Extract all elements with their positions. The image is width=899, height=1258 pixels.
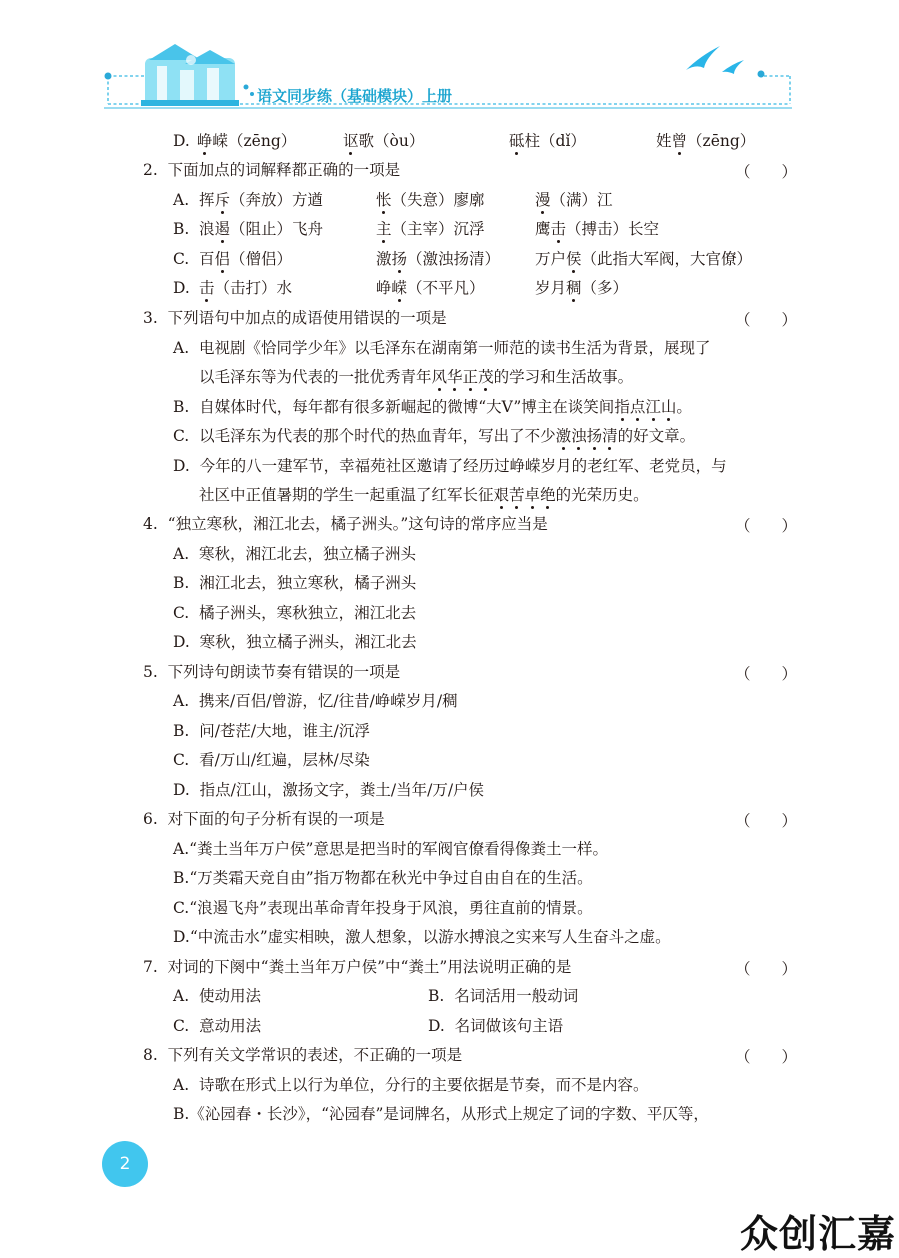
q2-a-word-2: 怅（失意）廖廓	[376, 191, 485, 209]
birds-icon	[682, 40, 752, 82]
q7-option-a: A. 使动用法	[173, 987, 261, 1005]
q8-option-b: B.《沁园春・长沙》，“沁园春”是词牌名，从形式上规定了词的字数、平仄等，	[173, 1105, 709, 1123]
q4-option-c: C. 橘子洲头，寒秋独立，湘江北去	[173, 604, 417, 622]
q6-option-b: B.“万类霜天竞自由”指万物都在秋光中争过自由自在的生活。	[173, 869, 593, 887]
q1-d-word-3: 砥柱（dǐ）	[509, 132, 586, 150]
q6-option-d: D.“中流击水”虚实相映，激人想象，以游水搏浪之实来写人生奋斗之虚。	[173, 928, 671, 946]
emphasis-char: 扬	[586, 427, 603, 445]
q3-option-a-line1: A. 电视剧《恰同学少年》以毛泽东在湖南第一师范的读书生活为背景，展现了	[173, 339, 711, 357]
emphasis-char: 苦	[509, 486, 525, 504]
q8-stem: 8. 下列有关文学常识的表述，不正确的一项是	[143, 1046, 463, 1064]
q3-option-c: C. 以毛泽东为代表的那个时代的热血青年，写出了不少激浊扬清的好文章。	[173, 427, 696, 445]
emphasis-char: 正	[462, 368, 479, 386]
q7-option-c: C. 意动用法	[173, 1017, 262, 1035]
q1-d-word-1: 峥嵘（zēng）	[197, 132, 297, 150]
q2-b-word-3: 鹰击（搏击）长空	[535, 220, 660, 238]
emphasis-char: 山	[660, 398, 677, 416]
emphasis-char: 风	[431, 368, 448, 386]
emphasis-char: 指	[614, 398, 630, 416]
q6-answer-paren[interactable]: （ ）	[735, 812, 798, 830]
watermark: 众创汇嘉	[740, 1212, 897, 1256]
q2-answer-paren[interactable]: （ ）	[735, 163, 798, 181]
q5-option-b: B. 问/苍茫/大地，谁主/沉浮	[173, 722, 370, 740]
q2-c-word-1: 百侣（僧侣）	[199, 250, 293, 268]
q4-option-a: A. 寒秋，湘江北去，独立橘子洲头	[173, 545, 416, 563]
q2-d-word-3: 岁月稠（多）	[535, 279, 629, 297]
emphasis-char: 绝	[540, 486, 556, 504]
q7-stem: 7. 对词的下阕中“粪土当年万户侯”中“粪土”用法说明正确的是	[143, 958, 572, 976]
emphasis-char: 江	[645, 398, 661, 416]
q1-d-word-2: 讴歌（òu）	[343, 132, 425, 150]
q4-stem: 4. “独立寒秋，湘江北去，橘子洲头。”这句诗的常序应当是	[143, 515, 548, 533]
q2-option-d: D.	[173, 279, 190, 297]
q5-stem: 5. 下列诗句朗读节奏有错误的一项是	[143, 663, 401, 681]
q3-stem: 3. 下列语句中加点的成语使用错误的一项是	[143, 309, 447, 327]
emphasis-char: 艰	[493, 486, 510, 504]
q3-option-a-line2: 以毛泽东等为代表的一批优秀青年风华正茂的学习和生活故事。	[199, 368, 634, 386]
q6-stem: 6. 对下面的句子分析有误的一项是	[143, 810, 385, 828]
page-number: 2	[102, 1141, 148, 1187]
q2-a-word-3: 漫（满）江	[535, 191, 613, 209]
q7-option-b: B. 名词活用一般动词	[428, 987, 579, 1005]
emphasis-char: 点	[629, 398, 646, 416]
q1-d-word-4: 姓曾（zēng）	[656, 132, 756, 150]
q4-option-b: B. 湘江北去，独立寒秋，橘子洲头	[173, 574, 417, 592]
q2-a-word-1: 挥斥（奔放）方遒	[199, 191, 324, 209]
q2-option-c: C.	[173, 250, 190, 268]
emphasis-char: 华	[447, 368, 463, 386]
emphasis-char: 卓	[524, 486, 541, 504]
q7-answer-paren[interactable]: （ ）	[735, 960, 798, 978]
q5-option-a: A. 携来/百侣/曾游，忆/往昔/峥嵘岁月/稠	[173, 692, 458, 710]
q7-option-d: D. 名词做该句主语	[428, 1017, 564, 1035]
q3-option-d-line2: 社区中正值暑期的学生一起重温了红军长征艰苦卓绝的光荣历史。	[199, 486, 649, 504]
q5-answer-paren[interactable]: （ ）	[735, 665, 798, 683]
emphasis-char: 茂	[478, 368, 494, 386]
q2-c-word-2: 激扬（激浊扬清）	[376, 250, 501, 268]
q2-b-word-1: 浪遏（阻止）飞舟	[199, 220, 324, 238]
q5-option-c: C. 看/万山/红遍，层林/尽染	[173, 751, 370, 769]
q3-option-d-line1: D. 今年的八一建军节，幸福苑社区邀请了经历过峥嵘岁月的老红军、老党员，与	[173, 457, 727, 475]
q4-answer-paren[interactable]: （ ）	[735, 517, 798, 535]
q2-b-word-2: 主（主宰）沉浮	[376, 220, 485, 238]
q3-option-b: B. 自媒体时代，每年都有很多新崛起的微博“大V”博主在谈笑间指点江山。	[173, 398, 692, 416]
emphasis-char: 激	[555, 427, 572, 445]
q8-answer-paren[interactable]: （ ）	[735, 1048, 798, 1066]
q2-option-a: A.	[173, 191, 190, 209]
q2-c-word-3: 万户侯（此指大军阀，大官僚）	[535, 250, 753, 268]
q2-stem: 2. 下面加点的词解释都正确的一项是	[143, 161, 401, 179]
q6-option-a: A.“粪土当年万户侯”意思是把当时的军阀官僚看得像粪土一样。	[173, 840, 608, 858]
q4-option-d: D. 寒秋，独立橘子洲头，湘江北去	[173, 633, 417, 651]
q3-answer-paren[interactable]: （ ）	[735, 311, 798, 329]
q2-d-word-1: 击（击打）水	[199, 279, 293, 297]
emphasis-char: 清	[602, 427, 618, 445]
emphasis-char: 浊	[571, 427, 587, 445]
q6-option-c: C.“浪遏飞舟”表现出革命青年投身于风浪，勇往直前的情景。	[173, 899, 593, 917]
pavilion-illustration-icon	[135, 40, 245, 108]
header-title: 语文同步练（基础模块）上册	[257, 87, 453, 105]
q1-option-d: D.	[173, 132, 190, 150]
q5-option-d: D. 指点/江山，激扬文字，粪土/当年/万/户侯	[173, 781, 485, 799]
q8-option-a: A. 诗歌在形式上以行为单位，分行的主要依据是节奏，而不是内容。	[173, 1076, 649, 1094]
q2-d-word-2: 峥嵘（不平凡）	[376, 279, 485, 297]
q2-option-b: B.	[173, 220, 190, 238]
